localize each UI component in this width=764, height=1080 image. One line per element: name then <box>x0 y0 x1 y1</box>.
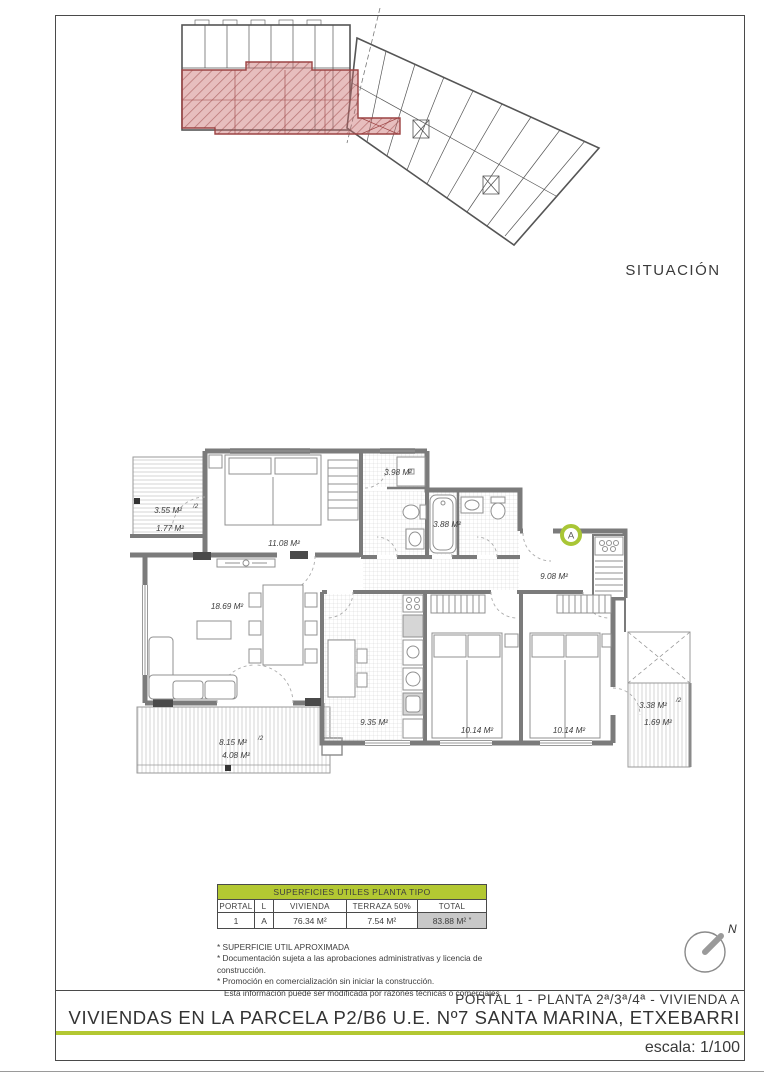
master-bedroom-furniture <box>209 455 358 525</box>
page-edge <box>0 1071 764 1072</box>
utility-closet <box>593 535 625 598</box>
cell-total <box>418 913 487 929</box>
label-terraza-nw-area-half: 1.77 M² <box>156 524 184 533</box>
surfaces-table <box>217 884 487 929</box>
label-terraza-sur-area-half: 4.08 M² <box>222 751 250 760</box>
label-cocina: 9.35 M² <box>360 718 388 727</box>
label-hall: 9.08 M² <box>540 572 568 581</box>
tv-unit <box>217 559 275 567</box>
title-project: VIVIENDAS EN LA PARCELA P2/B6 U.E. Nº7 SANTA MARINA, ETXEBARRI <box>68 1007 740 1028</box>
counter <box>403 615 423 637</box>
cell-letter: A <box>254 913 273 929</box>
floor-plan <box>125 435 705 795</box>
wardrobe <box>557 595 611 613</box>
entrance-marker-letter: A <box>567 530 575 542</box>
label-bano-1: 3.98 M² <box>384 468 412 477</box>
north-compass-icon <box>671 915 743 987</box>
label-salon: 18.69 M² <box>210 602 244 611</box>
kitchen-hob <box>403 595 423 612</box>
label-terraza-este: 3.38 M² <box>639 701 667 710</box>
col-header-vivienda: VIVIENDA <box>274 900 346 913</box>
accent-green-bar <box>56 1031 744 1035</box>
title-portal-planta: PORTAL 1 - PLANTA 2ª/3ª/4ª - VIVIENDA A <box>455 992 740 1007</box>
col-header-portal: PORTAL <box>219 901 253 911</box>
footnote-line: * SUPERFICIE UTIL APROXIMADA <box>217 942 350 952</box>
nightstand <box>209 455 222 468</box>
footnote-line: * Documentación sujeta a las aprobaciones administrativas y licencia de construcción. <box>217 953 483 975</box>
label-bano-2: 3.88 M² <box>433 520 461 529</box>
cell-vivienda: 76.34 M² <box>274 913 346 929</box>
label-dormitorio-2: 10.14 M² <box>460 726 494 735</box>
label-terraza-este-half: /2 <box>676 697 682 704</box>
nightstand <box>602 634 611 647</box>
label-dormitorio-3: 10.14 M² <box>552 726 586 735</box>
col-header-terraza: TERRAZA 50% <box>346 900 417 913</box>
surfaces-table-title: SUPERFICIES UTILES PLANTA TIPO <box>218 885 487 900</box>
label-terraza-este-area-half: 1.69 M² <box>644 718 672 727</box>
toilet <box>403 505 419 519</box>
total-value: 83.88 M² <box>432 915 467 926</box>
cell-terraza: 7.54 M² <box>346 913 417 929</box>
north-label: N <box>728 922 737 936</box>
cell-portal: 1 <box>218 913 255 929</box>
coffee-table <box>197 621 231 639</box>
wardrobe <box>431 595 485 613</box>
label-terraza-sur: 8.15 M² <box>219 738 247 747</box>
toilet <box>491 503 505 519</box>
toilet-tank <box>491 497 505 503</box>
wardrobe <box>328 460 358 520</box>
col-header-total: TOTAL <box>418 900 487 913</box>
fridge <box>403 719 423 738</box>
dining-table <box>249 585 317 665</box>
bedroom3-furniture <box>530 595 611 738</box>
label-terraza-nw: 3.55 M² <box>154 506 182 515</box>
entrance-marker-a <box>562 526 580 544</box>
total-asterisk: * <box>468 916 472 924</box>
sofa <box>149 637 237 699</box>
label-terraza-nw-half: /2 <box>193 503 199 510</box>
scale-label: escala: 1/100 <box>644 1039 740 1056</box>
footnotes <box>217 942 517 999</box>
nightstand <box>505 634 518 647</box>
light-shaft <box>628 632 690 683</box>
label-terraza-sur-half: /2 <box>258 735 264 742</box>
situation-plan <box>165 8 625 270</box>
bedroom2-furniture <box>431 595 518 738</box>
living-room-furniture <box>149 559 317 699</box>
situacion-label: SITUACIÓN <box>625 262 721 279</box>
building-right-wing <box>347 38 599 245</box>
label-dormitorio-principal: 11.08 M² <box>268 539 300 548</box>
footnote-line: Esta información puede ser modificada por razones técnicas o comerciales. <box>224 987 503 998</box>
table-row <box>218 913 487 929</box>
col-header-l: L <box>254 900 273 913</box>
toilet-tank <box>420 505 426 519</box>
footnote-line: * Promoción en comercialización sin iniciar la construcción. <box>217 976 435 987</box>
